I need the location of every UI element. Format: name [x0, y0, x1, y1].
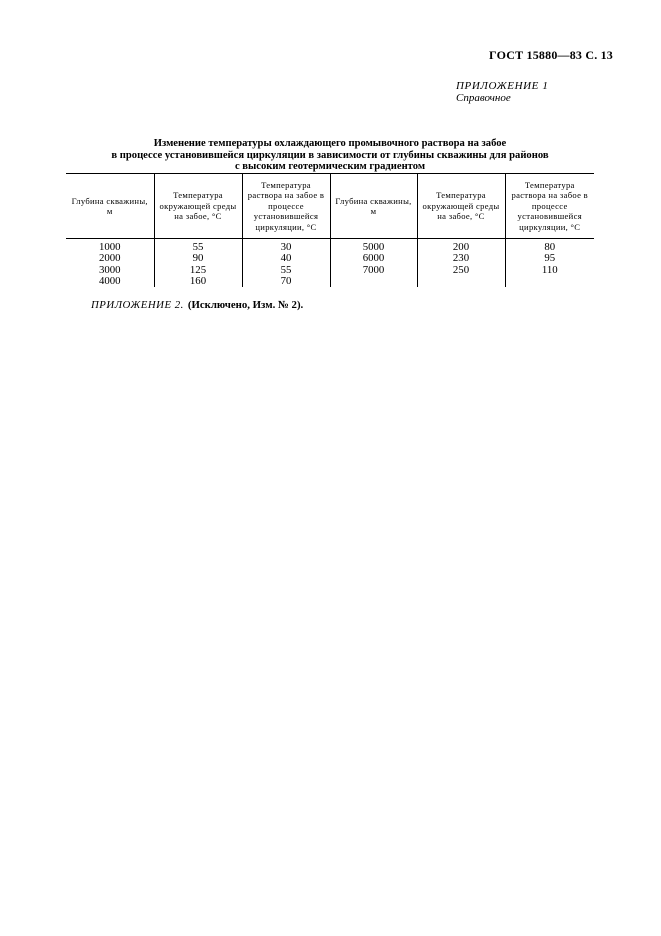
table-title-line: в процессе установившейся циркуляции в зависимости от глубины скважины для районов [111, 149, 549, 161]
table-cell: 30 [242, 239, 330, 254]
table-cell: 110 [505, 265, 594, 276]
table-cell: 1000 [98, 241, 121, 253]
footnote [91, 299, 303, 311]
table-cell: 55 [154, 239, 242, 254]
table-cell: 6000 [330, 253, 417, 264]
page-header: ГОСТ 15880—83 С. 13 [489, 48, 613, 62]
table-cell: 55 [242, 265, 330, 276]
table-cell: 80 [505, 239, 594, 254]
footnote-text: (Исключено, Изм. № 2). [187, 299, 304, 311]
column-header: Температура окружающей среды на забое, °С [154, 174, 242, 239]
table-cell: 2000 [98, 252, 121, 265]
column-header: Глубина скважины, м [330, 174, 417, 239]
table-row [66, 253, 594, 264]
table-title-line: Изменение температуры охлаждающего промывочного раствора на забое [153, 138, 507, 149]
table-cell: 7000 [330, 265, 417, 276]
table-row [66, 239, 594, 254]
table-header-row [66, 174, 594, 239]
table-title-line: с высоким геотермическим градиентом [234, 161, 426, 172]
table-cell: 90 [154, 253, 242, 264]
appendix-label: ПРИЛОЖЕНИЕ 1 [456, 80, 549, 92]
table-cell: 250 [417, 265, 505, 276]
table-cell: 70 [242, 276, 330, 287]
depth-temperature-table [66, 173, 594, 287]
appendix-block [456, 80, 596, 104]
table-cell: 230 [417, 253, 505, 264]
table-row [66, 276, 594, 287]
table-cell: 160 [154, 276, 242, 287]
table-cell: 95 [505, 253, 594, 264]
table-cell: 40 [242, 253, 330, 264]
appendix-type: Справочное [456, 92, 511, 104]
column-header: Глубина скважины, м [66, 174, 154, 239]
column-header: Температура окружающей среды на забое, °С [417, 174, 505, 239]
table-row [66, 265, 594, 276]
table-cell: 5000 [330, 239, 417, 254]
table-cell: 200 [417, 239, 505, 254]
column-header: Температура раствора на забое в процессе установившейся циркуляции, °С [505, 174, 594, 239]
column-header: Температура раствора на забое в процессе установившейся циркуляции, °С [242, 174, 330, 239]
table-cell: 4000 [98, 274, 121, 287]
table-cell [417, 276, 505, 287]
table-cell [505, 276, 594, 287]
table-cell: 125 [154, 265, 242, 276]
table-title [66, 138, 594, 173]
footnote-label: ПРИЛОЖЕНИЕ 2. [91, 299, 184, 311]
table-cell [330, 276, 417, 287]
table-cell: 3000 [98, 263, 121, 276]
